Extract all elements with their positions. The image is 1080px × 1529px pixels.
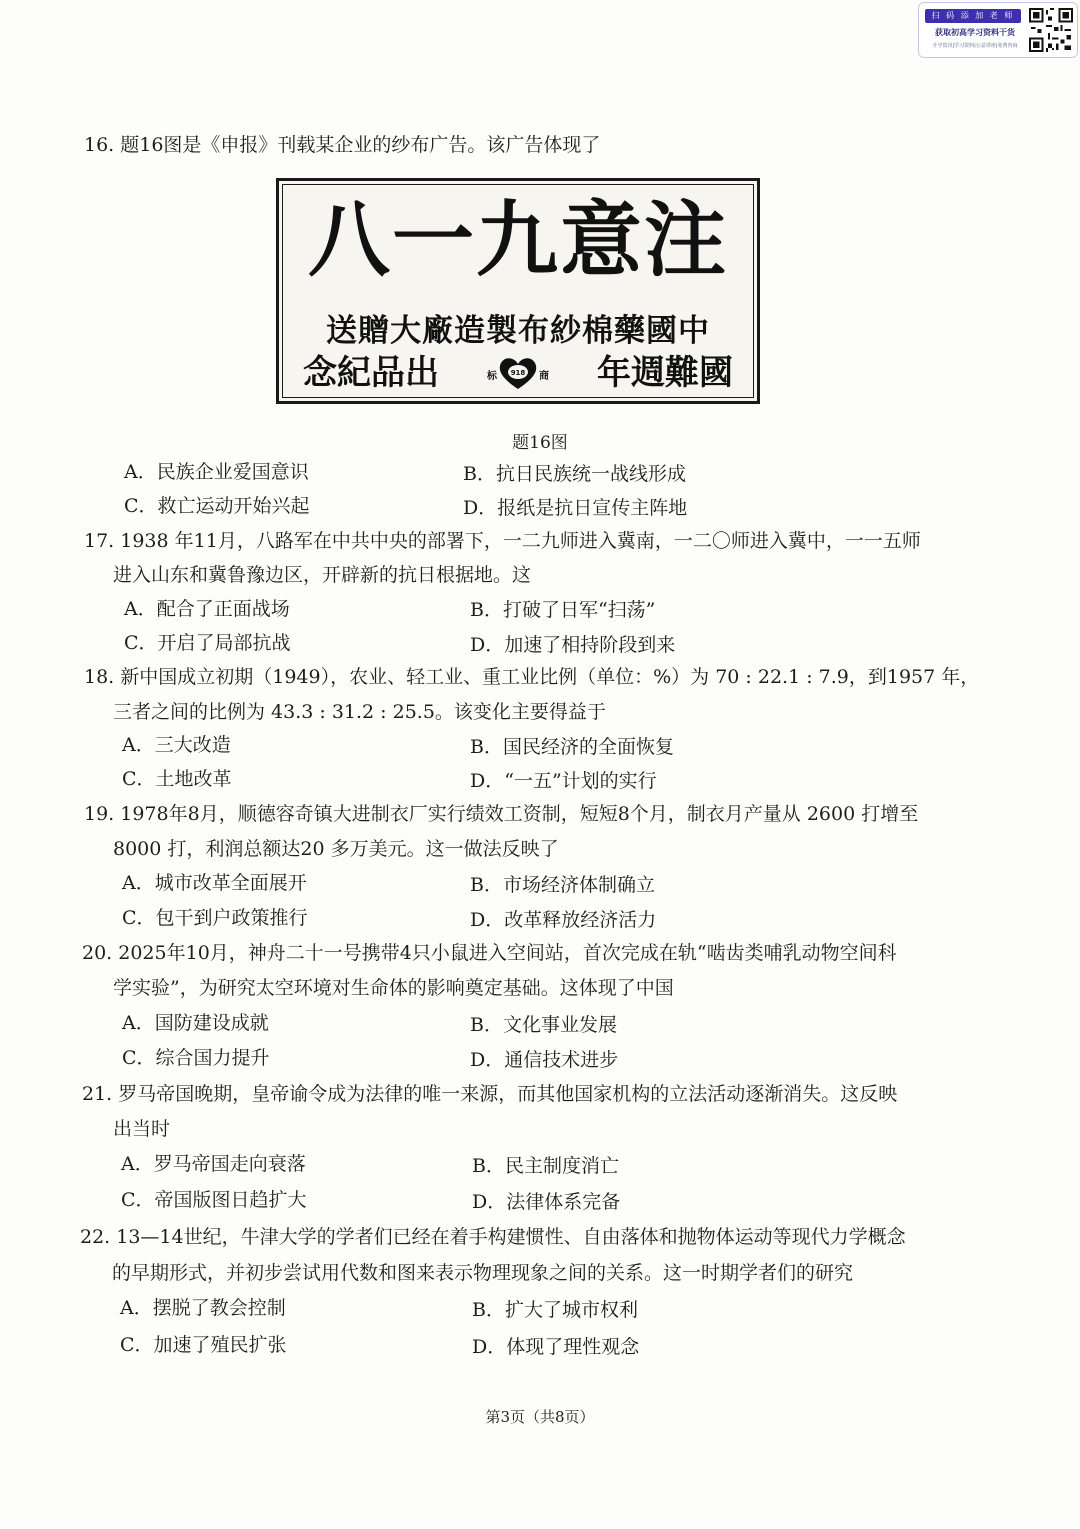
question-19-line1: 19. 1978年8月，顺德容奇镇大进制衣厂实行绩效工资制，短短8个月，制衣月产量从 2600 打增至 [84, 803, 919, 825]
q22-option-a[interactable]: A．摆脱了教会控制 [120, 1297, 286, 1319]
ad-bottom-left: 念紀品出 [303, 353, 439, 393]
question-20-line2: 学实验”，为研究太空环境对生命体的影响奠定基础。这体现了中国 [113, 977, 674, 999]
q22-option-b[interactable]: B．扩大了城市权利 [472, 1299, 638, 1321]
q20-option-d[interactable]: D．通信技术进步 [470, 1049, 619, 1071]
q19-option-c[interactable]: C．包干到户政策推行 [122, 907, 308, 929]
q16-option-d[interactable]: D．报纸是抗日宣传主阵地 [463, 497, 688, 519]
q17-option-b[interactable]: B．打破了日军“扫荡” [470, 599, 656, 621]
figure-caption: 题16图 [512, 433, 568, 453]
q19-option-a[interactable]: A．城市改革全面展开 [122, 872, 307, 894]
question-21-line1: 21. 罗马帝国晚期，皇帝谕令成为法律的唯一来源，而其他国家机构的立法活动逐渐消失。这反映 [82, 1083, 898, 1105]
q21-option-c[interactable]: C．帝国版图日趋扩大 [121, 1189, 307, 1211]
qr-code-icon[interactable] [1029, 8, 1073, 52]
q20-option-a[interactable]: A．国防建设成就 [122, 1012, 269, 1034]
logo-right-char: 商 [539, 371, 549, 382]
q19-option-d[interactable]: D．改革释放经济活力 [470, 909, 657, 931]
q17-option-a[interactable]: A．配合了正面战场 [124, 598, 290, 620]
ad-headline: 八一九意注 [307, 193, 728, 288]
promo-badge[interactable] [918, 2, 1078, 58]
q18-option-a[interactable]: A．三大改造 [122, 734, 231, 756]
q18-option-d[interactable]: D．“一五”计划的实行 [470, 770, 657, 792]
ad-bottom-right: 年週難國 [597, 353, 733, 393]
q17-option-d[interactable]: D．加速了相持阶段到来 [470, 634, 676, 656]
q20-option-b[interactable]: B．文化事业发展 [470, 1014, 617, 1036]
q18-option-b[interactable]: B．国民经济的全面恢复 [470, 736, 674, 758]
question-16-stem: 16. 题16图是《申报》刊载某企业的纱布广告。该广告体现了 [84, 134, 601, 156]
question-20-line1: 20. 2025年10月，神舟二十一号携带4只小鼠进入空间站，首次完成在轨“啮齿类哺乳动物空间科 [82, 942, 897, 964]
q16-option-b[interactable]: B．抗日民族统一战线形成 [463, 463, 686, 485]
q21-option-d[interactable]: D．法律体系完备 [472, 1191, 621, 1213]
heart-trademark-icon [483, 353, 553, 393]
question-17-line2: 进入山东和冀鲁豫边区，开辟新的抗日根据地。这 [113, 564, 532, 586]
logo-left-char: 标 [487, 371, 497, 382]
question-22-line2: 的早期形式，并初步尝试用代数和图来表示物理现象之间的关系。这一时期学者们的研究 [112, 1262, 854, 1284]
q18-option-c[interactable]: C．土地改革 [122, 768, 232, 790]
q17-option-c[interactable]: C．开启了局部抗战 [124, 632, 291, 654]
question-17-line1: 17. 1938 年11月，八路军在中共中央的部署下，一二九师进入冀南，一二〇师进入冀中，一一五师 [84, 530, 921, 552]
newspaper-advertisement-figure [276, 178, 760, 404]
question-19-line2: 8000 打，利润总额达20 多万美元。这一做法反映了 [113, 838, 559, 860]
q20-option-c[interactable]: C．综合国力提升 [122, 1047, 270, 1069]
logo-number: 918 [510, 369, 526, 377]
question-18-line1: 18. 新中国成立初期（1949），农业、轻工业、重工业比例（单位：%）为 70 : 22.1 : 7.9，到1957 年， [84, 666, 980, 688]
q22-option-c[interactable]: C．加速了殖民扩张 [120, 1334, 287, 1356]
q21-option-a[interactable]: A．罗马帝国走向衰落 [121, 1153, 306, 1175]
page-number-footer: 第3页（共8页） [485, 1408, 595, 1426]
q16-option-a[interactable]: A．民族企业爱国意识 [124, 461, 309, 483]
badge-title: 获取初高学习资料干货 [935, 28, 1015, 37]
badge-subtitle: 升学资讯|学习资料|公益讲座|免费咨询 [932, 43, 1018, 49]
question-22-line1: 22. 13—14世纪，牛津大学的学者们已经在着手构建惯性、自由落体和抛物体运动等现代力学概念 [80, 1226, 906, 1248]
q19-option-b[interactable]: B．市场经济体制确立 [470, 874, 655, 896]
q22-option-d[interactable]: D．体现了理性观念 [472, 1336, 640, 1358]
question-21-line2: 出当时 [113, 1118, 171, 1140]
ad-middle-line: 送贈大廠造製布紗棉藥國中 [326, 313, 710, 349]
badge-header: 扫 码 添 加 老 师 [925, 9, 1021, 23]
q16-option-c[interactable]: C．救亡运动开始兴起 [124, 495, 310, 517]
q21-option-b[interactable]: B．民主制度消亡 [472, 1155, 619, 1177]
question-18-line2: 三者之间的比例为 43.3 : 31.2 : 25.5。该变化主要得益于 [113, 701, 606, 723]
